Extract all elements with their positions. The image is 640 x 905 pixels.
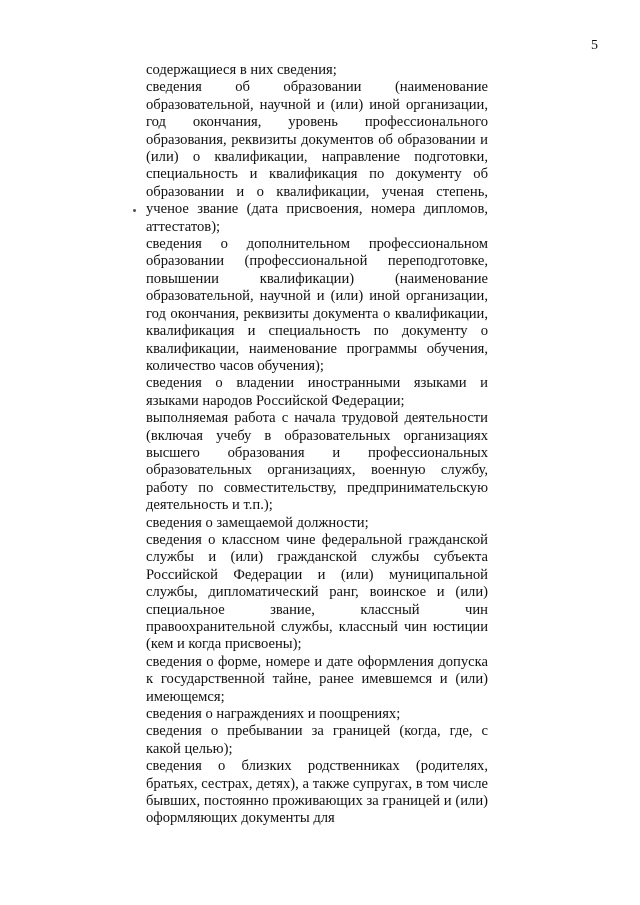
paragraph-awards: сведения о награждениях и поощрениях; bbox=[146, 706, 401, 723]
paragraph-current-position: сведения о замещаемой должности; bbox=[146, 514, 369, 531]
document-body bbox=[146, 62, 488, 828]
page-number: 5 bbox=[591, 38, 598, 53]
paragraph-class-rank: сведения о классном чине федеральной гражданской службы и (или) гражданской службы субъекта Российской Федерации и (или) муниципальной службы, дипломатический ранг, воинское и (или) специальное звание, классный чин правоохранительной службы, классный чин юстиции (кем и когда присвоены); bbox=[146, 531, 488, 653]
paragraph-education: сведения об образовании (наименование образовательной, научной и (или) иной организации, год окончания, уровень профессионального образования, реквизиты документов об образовании и (или) о квалификации, направление подготовки, специальность и квалификация по документу об образовании и о квалификации, ученая степень, ученое звание (дата присвоения, номера дипломов, аттестатов); bbox=[146, 79, 488, 235]
paragraph-additional-education: сведения о дополнительном профессиональном образовании (профессиональной переподготовке, повышении квалификации) (наименование образовательной, научной и (или) иной организации, год окончания, реквизиты документа о квалификации, квалификация и специальность по документу о квалификации, наименование программы обучения, количество часов обучения); bbox=[146, 236, 488, 374]
paragraph-work-history: выполняемая работа с начала трудовой деятельности (включая учебу в образовательных организациях высшего образования и профессиональных образовательных организациях, военную службу, работу по совместительству, предпринимательскую деятельность и т.п.); bbox=[146, 410, 488, 514]
paragraph-security-clearance: сведения о форме, номере и дате оформления допуска к государственной тайне, ранее имевшемся и (или) имеющемся; bbox=[146, 653, 488, 705]
paragraph-relatives: сведения о близких родственниках (родителях, братьях, сестрах, детях), а также супругах, в том числе бывших, постоянно проживающих за границей и (или) оформляющих документы для bbox=[146, 758, 488, 827]
margin-mark bbox=[133, 209, 136, 212]
paragraph-languages: сведения о владении иностранными языками и языками народов Российской Федерации; bbox=[146, 375, 488, 409]
paragraph-continuation: содержащиеся в них сведения; bbox=[146, 62, 337, 78]
paragraph-abroad: сведения о пребывании за границей (когда, где, с какой целью); bbox=[146, 723, 488, 757]
